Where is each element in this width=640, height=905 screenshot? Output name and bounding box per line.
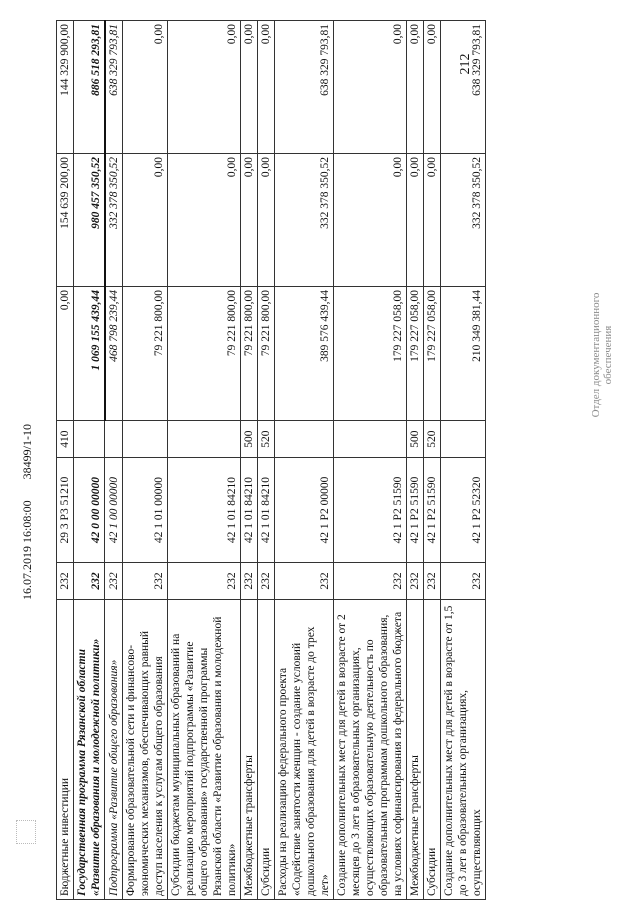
row-name: Субсидии бюджетам муниципальных образований на реализацию мероприятий подпрограммы «Развитие общего образования» государственной программы Рязанской области «Развитие образования и молодежной политики»: [167, 600, 240, 900]
rotated-page-content: [56, 20, 616, 900]
stamp-line-1: Отдел документационного: [590, 292, 602, 418]
row-amount-2019: 79 221 800,00: [167, 287, 240, 421]
row-ved-code: 232: [57, 562, 74, 600]
row-amount-2020: 0,00: [423, 154, 440, 287]
row-amount-2020: 980 457 350,52: [74, 154, 105, 287]
row-amount-2021: 638 329 793,81: [440, 21, 485, 154]
row-vr-code: 500: [406, 420, 423, 458]
row-vr-code: 520: [423, 420, 440, 458]
table-row: [257, 21, 274, 900]
row-ved-code: 232: [74, 562, 105, 600]
row-csr-code: 42 0 00 00000: [74, 458, 105, 562]
row-amount-2020: 0,00: [240, 154, 257, 287]
row-name: Расходы на реализацию федерального проекта «Содействие занятости женщин - создание условий дошкольного образования для детей в возрасте до трех лет»: [274, 600, 333, 900]
row-amount-2019: 210 349 381,44: [440, 287, 485, 421]
row-vr-code: [74, 420, 105, 458]
row-amount-2021: 0,00: [167, 21, 240, 154]
row-amount-2019: 468 798 239,44: [105, 287, 123, 421]
row-ved-code: 232: [274, 562, 333, 600]
table-row: [57, 21, 74, 900]
row-amount-2021: 0,00: [122, 21, 167, 154]
row-amount-2021: 0,00: [257, 21, 274, 154]
row-amount-2019: 179 227 058,00: [333, 287, 406, 421]
row-amount-2021: 0,00: [240, 21, 257, 154]
row-vr-code: [105, 420, 123, 458]
footer-timestamp: 16.07.2019 16:08:00: [20, 500, 34, 600]
table-row: [274, 21, 333, 900]
row-amount-2020: 332 378 350,52: [440, 154, 485, 287]
row-name: Бюджетные инвестиции: [57, 600, 74, 900]
row-ved-code: 232: [122, 562, 167, 600]
row-ved-code: 232: [333, 562, 406, 600]
row-name: Межбюджетные трансферты: [406, 600, 423, 900]
row-amount-2020: 154 639 200,00: [57, 154, 74, 287]
table-row: [240, 21, 257, 900]
row-amount-2021: 0,00: [333, 21, 406, 154]
row-ved-code: 232: [423, 562, 440, 600]
row-ved-code: 232: [167, 562, 240, 600]
row-amount-2021: 0,00: [406, 21, 423, 154]
table-row: [440, 21, 485, 900]
row-name: Субсидии: [423, 600, 440, 900]
row-amount-2021: 886 518 293,81: [74, 21, 105, 154]
row-ved-code: 232: [105, 562, 123, 600]
row-csr-code: 42 1 P2 51590: [423, 458, 440, 562]
document-footer: [20, 310, 40, 600]
row-vr-code: [440, 420, 485, 458]
page-number: 212: [458, 53, 473, 75]
row-amount-2019: 389 576 439,44: [274, 287, 333, 421]
row-csr-code: 42 1 P2 51590: [406, 458, 423, 562]
row-amount-2021: 638 329 793,81: [274, 21, 333, 154]
row-amount-2019: 79 221 800,00: [257, 287, 274, 421]
row-name: Подпрограмма «Развитие общего образования»: [105, 600, 123, 900]
row-amount-2021: 638 329 793,81: [105, 21, 123, 154]
budget-table: [56, 20, 486, 900]
row-amount-2020: 0,00: [257, 154, 274, 287]
row-amount-2021: 144 329 900,00: [57, 21, 74, 154]
row-amount-2020: 332 378 350,52: [105, 154, 123, 287]
stamp-line-2: обеспечения: [602, 325, 614, 385]
row-vr-code: 410: [57, 420, 74, 458]
row-amount-2019: 79 221 800,00: [122, 287, 167, 421]
row-vr-code: 520: [257, 420, 274, 458]
row-amount-2020: 0,00: [406, 154, 423, 287]
row-amount-2020: 0,00: [122, 154, 167, 287]
row-csr-code: 42 1 P2 00000: [274, 458, 333, 562]
row-vr-code: [274, 420, 333, 458]
row-name: Создание дополнительных мест для детей в возрасте от 2 месяцев до 3 лет в образовательных организациях, осуществляющих образовательную деятельность по образовательным программам дошкольного образования, на условиях софинансирования из федерального бюджета: [333, 600, 406, 900]
row-csr-code: 42 1 00 00000: [105, 458, 123, 562]
table-row: [122, 21, 167, 900]
row-ved-code: 232: [440, 562, 485, 600]
row-vr-code: 500: [240, 420, 257, 458]
row-ved-code: 232: [240, 562, 257, 600]
corner-stamp-mark: [16, 820, 36, 844]
table-row: [167, 21, 240, 900]
table-row: [74, 21, 105, 900]
row-ved-code: 232: [406, 562, 423, 600]
row-amount-2019: 79 221 800,00: [240, 287, 257, 421]
row-amount-2020: 0,00: [167, 154, 240, 287]
table-row: [406, 21, 423, 900]
row-csr-code: 29 3 P3 51210: [57, 458, 74, 562]
row-csr-code: 42 1 P2 52320: [440, 458, 485, 562]
row-ved-code: 232: [257, 562, 274, 600]
table-row: [423, 21, 440, 900]
row-amount-2019: 179 227 058,00: [406, 287, 423, 421]
row-vr-code: [167, 420, 240, 458]
department-stamp: [590, 270, 614, 440]
row-amount-2021: 0,00: [423, 21, 440, 154]
table-row: [105, 21, 123, 900]
row-amount-2019: 1 069 155 439,44: [74, 287, 105, 421]
row-name: Государственная программа Рязанской области «Развитие образования и молодежной политики»: [74, 600, 105, 900]
row-csr-code: 42 1 01 84210: [167, 458, 240, 562]
table-row: [333, 21, 406, 900]
row-amount-2019: 0,00: [57, 287, 74, 421]
row-name: Создание дополнительных мест для детей в возрасте от 1,5 до 3 лет в образовательных организациях, осуществляющих: [440, 600, 485, 900]
footer-document-code: 38499/1-10: [20, 423, 34, 480]
row-csr-code: 42 1 01 00000: [122, 458, 167, 562]
row-amount-2020: 0,00: [333, 154, 406, 287]
row-amount-2020: 332 378 350,52: [274, 154, 333, 287]
row-name: Формирование образовательной сети и финансово-экономических механизмов, обеспечивающих равный доступ населения к услугам общего образования: [122, 600, 167, 900]
row-csr-code: 42 1 P2 51590: [333, 458, 406, 562]
row-amount-2019: 179 227 058,00: [423, 287, 440, 421]
row-name: Субсидии: [257, 600, 274, 900]
row-vr-code: [333, 420, 406, 458]
budget-table-body: [57, 21, 486, 900]
row-csr-code: 42 1 01 84210: [240, 458, 257, 562]
row-vr-code: [122, 420, 167, 458]
row-name: Межбюджетные трансферты: [240, 600, 257, 900]
row-csr-code: 42 1 01 84210: [257, 458, 274, 562]
